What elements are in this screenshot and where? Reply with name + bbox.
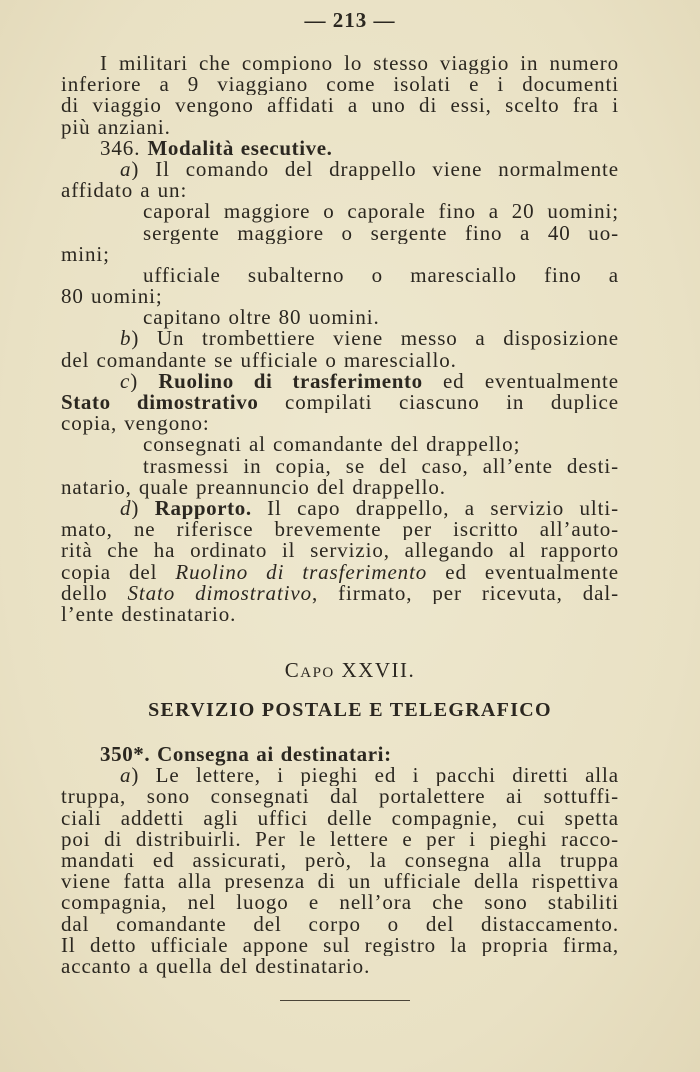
text-span: mini;: [61, 241, 110, 266]
italic-text: Ruolino di trasferimento: [175, 561, 428, 583]
text-line: [61, 74, 619, 95]
text-span: ed eventualmente: [422, 370, 619, 392]
bold-text: 350*. Consegna ai destinatari:: [100, 742, 392, 766]
text-line: [61, 850, 619, 871]
text-line: [61, 53, 619, 74]
text-span: mato, ne riferisce brevemente per iscritto all’auto-: [61, 519, 619, 541]
section-350-text: [61, 744, 619, 977]
text-line: [61, 413, 619, 434]
text-line: [61, 328, 619, 349]
text-span: I militari che compiono lo stesso viaggio in numero: [100, 53, 619, 75]
text-line: [61, 434, 619, 455]
text-span: Il capo drappello, a servizio ulti-: [251, 497, 619, 520]
text-line: [61, 892, 619, 913]
text-line: [61, 540, 619, 561]
text-span: mandati ed assicurati, però, la consegna alla truppa: [61, 849, 619, 872]
text-span: ufficiale subalterno o maresciallo fino a: [143, 264, 619, 287]
text-span: copia del: [61, 561, 176, 583]
text-span: , firmato, per ricevuta, dal-: [312, 582, 619, 604]
text-line: [61, 474, 619, 499]
text-line: [61, 456, 619, 477]
text-line: [61, 871, 619, 892]
text-span: compagnia, nel luogo e nell’ora che sono stabiliti: [61, 892, 619, 914]
text-span: di viaggio vengono affidati a uno di essi, scelto fra i: [61, 95, 619, 117]
text-span: Il detto ufficiale appone sul registro la propria firma,: [61, 934, 619, 956]
text-line: [61, 601, 619, 626]
text-line: [61, 583, 619, 604]
text-span: caporal maggiore o caporale fino a 20 uomini;: [143, 201, 619, 223]
bold-text: Stato dimostrativo: [61, 392, 259, 414]
text-span: ): [130, 370, 159, 392]
text-span: poi di distribuirli. Per le lettere e per i pieghi racco-: [61, 828, 619, 850]
text-line: [61, 180, 619, 201]
text-line: [61, 201, 619, 222]
text-line: [61, 223, 619, 244]
text-line: [61, 765, 619, 786]
text-line: [61, 808, 619, 829]
italic-text: c: [120, 370, 131, 392]
text-span: truppa, sono consegnati dal portalettere ai sottuffi-: [61, 786, 619, 808]
italic-text: Stato dimostrativo: [127, 582, 313, 604]
text-span: ciali addetti agli uffici delle compagnie, cui spetta: [61, 807, 619, 829]
text-span: dal comandante del corpo o del distaccamento.: [61, 913, 619, 935]
text-span: accanto a quella del destinatario.: [61, 953, 371, 978]
text-span: sergente maggiore o sergente fino a 40 uo-: [143, 222, 619, 244]
text-line: [61, 392, 619, 413]
text-line: [61, 135, 619, 160]
text-span: del comandante se ufficiale o maresciallo.: [61, 347, 457, 372]
text-line: [61, 347, 619, 372]
page-number: — 213 —: [304, 8, 396, 32]
text-span: 346.: [100, 135, 148, 160]
text-span: ) Un trombettiere viene messo a disposizione: [131, 328, 619, 350]
text-span: natario, quale preannuncio del drappello.: [61, 474, 446, 499]
italic-text: a: [120, 158, 132, 181]
text-span: ): [131, 497, 155, 520]
text-line: [61, 159, 619, 180]
text-line: [61, 95, 619, 116]
text-line: [61, 953, 619, 978]
text-line: [61, 241, 619, 266]
text-span: rità che ha ordinato il servizio, allegando al rapporto: [61, 540, 619, 562]
text-span: ) Le lettere, i pieghi ed i pacchi diretti alla: [131, 765, 619, 787]
bold-text: Rapporto.: [154, 497, 252, 520]
italic-text: a: [120, 765, 132, 787]
text-span: ed eventualmente: [427, 561, 619, 583]
text-line: [61, 307, 619, 328]
text-span: trasmessi in copia, se del caso, all’ente desti-: [143, 455, 619, 477]
text-span: inferiore a 9 viaggiano come isolati e i documenti: [61, 74, 619, 96]
text-span: 80 uomini;: [61, 284, 163, 309]
text-line: [61, 286, 619, 307]
text-line: [61, 519, 619, 540]
text-span: ) Il comando del drappello viene normalmente: [131, 158, 619, 181]
bold-text: Ruolino di trasferimento: [158, 370, 423, 392]
italic-text: d: [120, 497, 132, 520]
text-span: copia, vengono:: [61, 411, 210, 436]
text-line: [61, 914, 619, 935]
text-line: [61, 371, 619, 392]
chapter-title: SERVIZIO POSTALE E TELEGRAFICO: [148, 699, 552, 721]
text-line: [61, 744, 619, 765]
text-line: [61, 829, 619, 850]
text-line: [61, 562, 619, 583]
bold-text: Modalità esecutive.: [147, 135, 333, 160]
text-span: più anziani.: [61, 114, 171, 139]
text-line: [61, 935, 619, 956]
end-rule: [280, 1000, 410, 1001]
text-span: affidato a un:: [61, 178, 188, 203]
text-line: [61, 265, 619, 286]
text-line: [61, 114, 619, 139]
italic-text: b: [120, 328, 132, 350]
text-span: compilati ciascuno in duplice: [258, 392, 619, 414]
text-span: viene fatta alla presenza di un ufficiale della rispettiva: [61, 871, 619, 893]
text-span: capitano oltre 80 uomini.: [143, 305, 380, 330]
section-346-text: [61, 53, 619, 625]
text-span: l’ente destinatario.: [61, 601, 237, 626]
text-line: [61, 498, 619, 519]
text-span: consegnati al comandante del drappello;: [143, 432, 521, 457]
chapter-heading: Capo XXVII.: [284, 658, 416, 682]
text-line: [61, 786, 619, 807]
text-span: dello: [61, 582, 128, 604]
